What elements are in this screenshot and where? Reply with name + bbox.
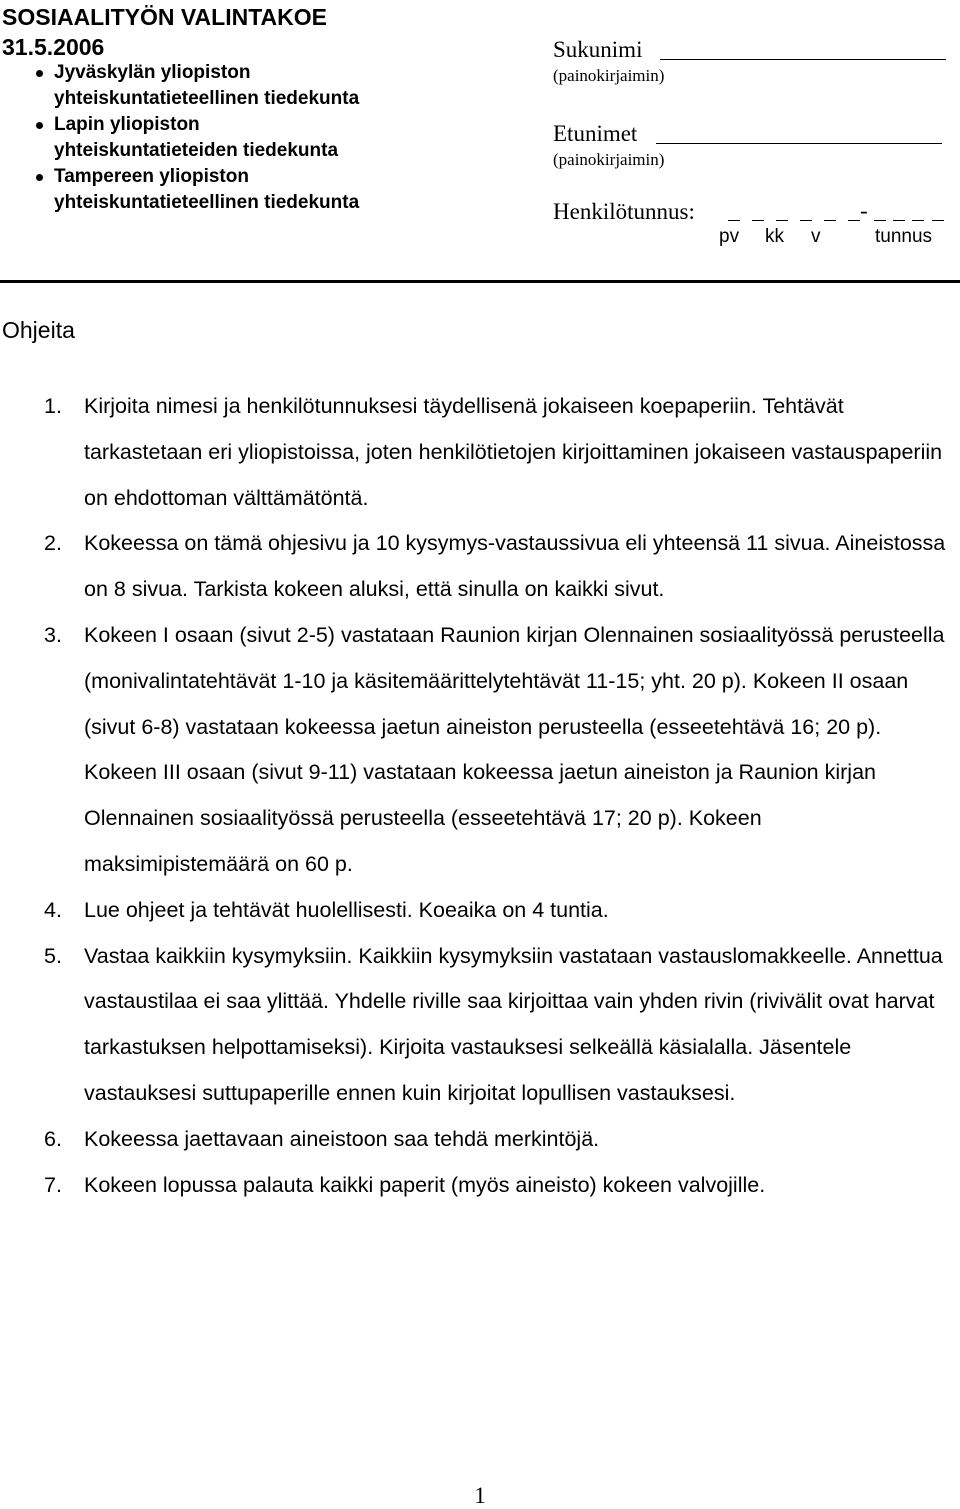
surname-label: Sukunimi	[553, 37, 643, 62]
id-digit-blank[interactable]	[800, 220, 812, 221]
instruction-number: 3.	[44, 622, 62, 647]
faculty-name: yhteiskuntatieteellinen tiedekunta	[54, 192, 360, 213]
bullet-icon	[36, 174, 43, 181]
university-name: Tampereen yliopiston	[54, 166, 249, 187]
id-check-blank[interactable]	[932, 220, 944, 221]
id-digit-blank[interactable]	[824, 220, 836, 221]
id-separator: -	[860, 198, 868, 223]
university-name: Jyväskylän yliopiston	[54, 62, 251, 83]
exam-date: 31.5.2006	[2, 34, 105, 60]
instruction-text: Kokeessa on tämä ohjesivu ja 10 kysymys-vastaussivua eli yhteensä 11 sivua. Aineistossa on 8 sivua. Tarkista kokeen aluksi, että sinulla on kaikki sivut.	[84, 531, 946, 602]
instruction-number: 4.	[44, 897, 62, 922]
instruction-text: Kokeessa jaettavaan aineistoon saa tehdä merkintöjä.	[84, 1126, 600, 1151]
instruction-item	[0, 384, 960, 521]
firstnames-hint: (painokirjaimin)	[553, 150, 665, 169]
instruction-number: 2.	[44, 531, 62, 556]
instruction-text: Vastaa kaikkiin kysymyksiin. Kaikkiin kysymyksiin vastataan vastauslomakkeelle. Annettua vastaustilaa ei saa ylittää. Yhdelle riville saa kirjoittaa vain yhden rivin (rivivälit ovat harvat tarkastuksen helpottamiseksi). Kirjoita vastauksesi selkeällä käsialalla. Jäsentele vastauksesi suttupaperille ennen kuin kirjoitat lopullisen vastauksesi.	[84, 943, 943, 1105]
instruction-item	[0, 934, 960, 1117]
id-digit-blank[interactable]	[848, 220, 860, 221]
surname-hint: (painokirjaimin)	[553, 66, 665, 85]
id-digit-blank[interactable]	[752, 220, 764, 221]
university-list	[0, 60, 359, 216]
id-check-blank[interactable]	[874, 220, 886, 221]
instructions-heading: Ohjeita	[2, 317, 75, 343]
id-check-blank[interactable]	[893, 220, 905, 221]
instruction-item	[0, 888, 960, 934]
instruction-text: Kokeen lopussa palauta kaikki paperit (myös aineisto) kokeen valvojille.	[84, 1172, 766, 1197]
id-check-blank[interactable]	[912, 220, 924, 221]
page-number: 1	[474, 1483, 486, 1508]
instruction-item	[0, 1117, 960, 1163]
id-part-month: kk	[765, 226, 784, 247]
university-item	[0, 60, 359, 112]
instruction-text: Kokeen I osaan (sivut 2-5) vastataan Raunion kirjan Olennainen sosiaalityössä perusteella (monivalintatehtävät 1-10 ja käsitemäärittelytehtävät 11-15; yht. 20 p). Kokeen II osaan (sivut 6-8) vastataan kokeessa jaetun aineiston perusteella (esseetehtävä 16; 20 p). Kokeen III osaan (sivut 9-11) vastataan kokeessa jaetun aineiston ja Raunion kirjan Olennainen sosiaalityössä perusteella (esseetehtävä 17; 20 p). Kokeen maksimipistemäärä on 60 p.	[84, 622, 945, 876]
instruction-number: 7.	[44, 1172, 62, 1197]
id-part-code: tunnus	[875, 226, 933, 247]
id-label: Henkilötunnus:	[553, 199, 695, 224]
bullet-icon	[36, 70, 43, 77]
id-part-year: v	[811, 226, 821, 247]
instruction-item	[0, 1163, 960, 1209]
faculty-name: yhteiskuntatieteiden tiedekunta	[54, 140, 339, 161]
university-item	[0, 112, 359, 164]
instruction-item	[0, 521, 960, 613]
instruction-number: 1.	[44, 394, 62, 418]
exam-title: SOSIAALITYÖN VALINTAKOE	[2, 4, 327, 30]
id-digit-blank[interactable]	[728, 220, 740, 221]
university-name: Lapin yliopiston	[54, 114, 200, 135]
instruction-text: Kirjoita nimesi ja henkilötunnuksesi täydellisenä jokaiseen koepaperiin. Tehtävät tarkastetaan eri yliopistoissa, joten henkilötietojen kirjoittaminen jokaiseen vastauspaperiin on ehdottoman välttämätöntä.	[84, 394, 943, 510]
instruction-number: 6.	[44, 1126, 62, 1151]
instruction-number: 5.	[44, 943, 62, 968]
firstnames-label: Etunimet	[553, 121, 638, 146]
firstnames-field[interactable]	[656, 143, 942, 144]
header-divider	[0, 280, 960, 283]
bullet-icon	[36, 122, 43, 129]
university-item	[0, 164, 359, 216]
id-digit-blank[interactable]	[776, 220, 788, 221]
id-part-day: pv	[719, 226, 740, 247]
faculty-name: yhteiskuntatieteellinen tiedekunta	[54, 88, 360, 109]
instructions-list	[0, 384, 960, 1208]
surname-field[interactable]	[660, 59, 946, 60]
instruction-text: Lue ohjeet ja tehtävät huolellisesti. Koeaika on 4 tuntia.	[84, 897, 609, 922]
instruction-item	[0, 613, 960, 888]
